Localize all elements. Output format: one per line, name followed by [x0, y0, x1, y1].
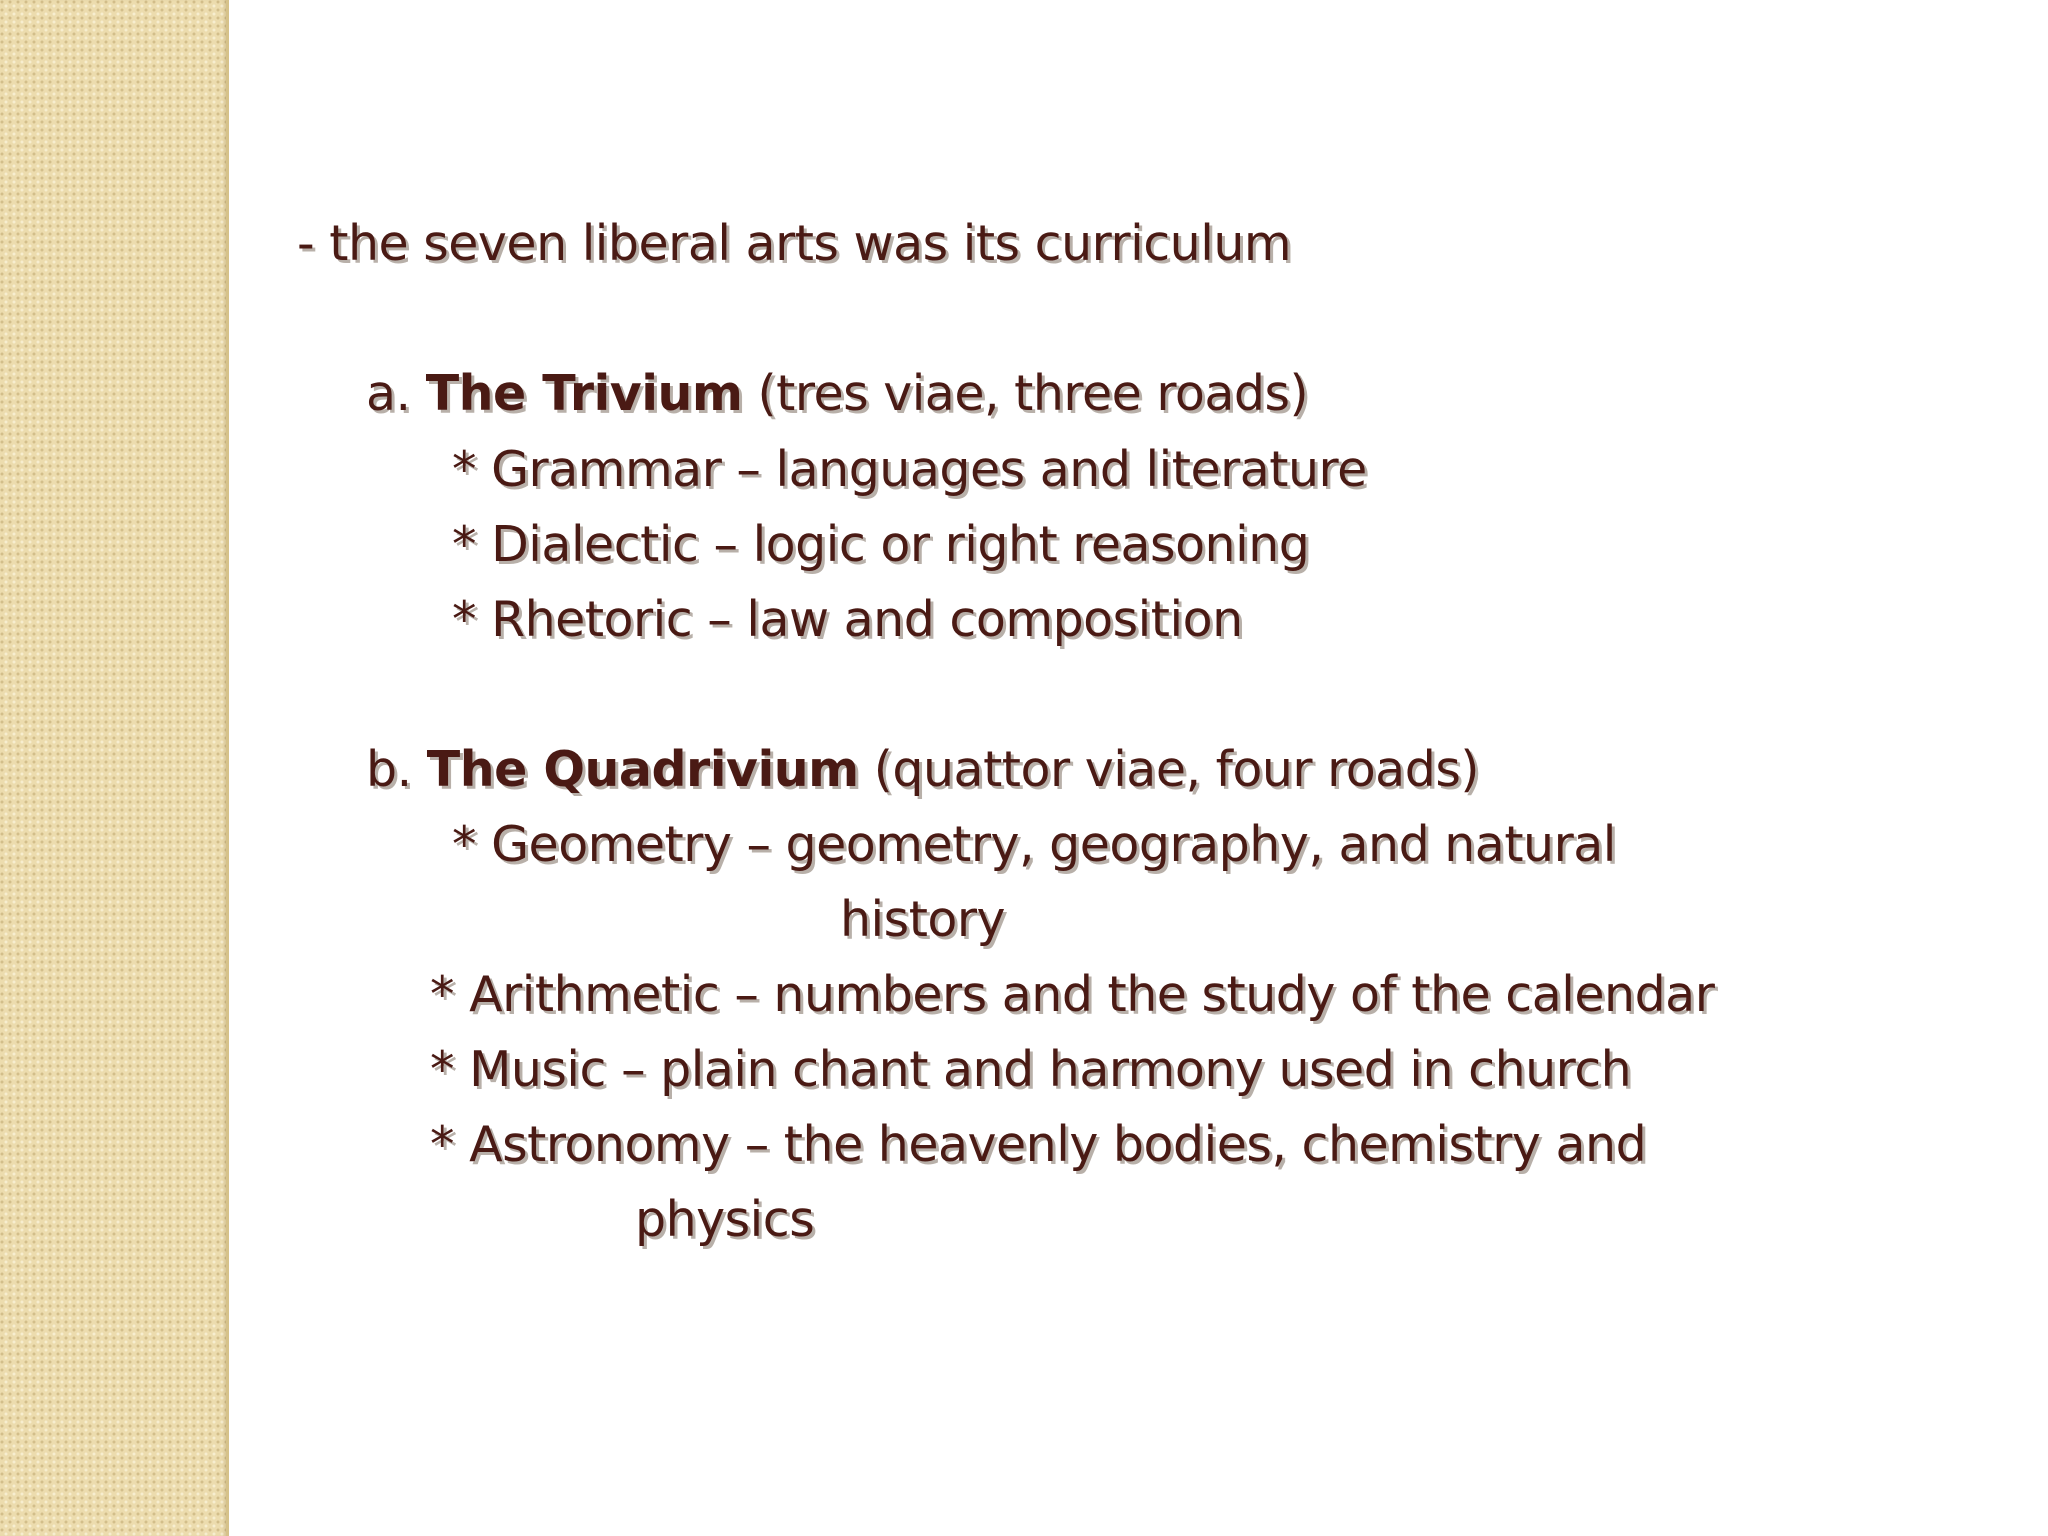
quadrivium-item-geometry: * Geometry – geometry, geography, and natural [452, 816, 1616, 873]
quadrivium-item-astronomy: * Astronomy – the heavenly bodies, chemistry and [430, 1116, 1647, 1173]
quadrivium-subtitle: (quattor viae, four roads) [873, 741, 1479, 798]
trivium-item-dialectic: * Dialectic – logic or right reasoning [452, 516, 1310, 573]
trivium-item-rhetoric: * Rhetoric – law and composition [452, 591, 1243, 648]
intro-line: - the seven liberal arts was its curriculum [297, 215, 1292, 272]
trivium-prefix: a. [366, 365, 411, 422]
trivium-item-grammar: * Grammar – languages and literature [452, 441, 1367, 498]
quadrivium-item-arithmetic: * Arithmetic – numbers and the study of the calendar [430, 966, 1715, 1023]
quadrivium-item-music: * Music – plain chant and harmony used in church [430, 1041, 1632, 1098]
quadrivium-item-astronomy-continuation: physics [635, 1191, 815, 1248]
trivium-subtitle: (tres viae, three roads) [757, 365, 1309, 422]
quadrivium-prefix: b. [366, 741, 412, 798]
trivium-title: The Trivium [425, 365, 743, 422]
trivium-heading [366, 364, 1308, 424]
quadrivium-heading [366, 740, 1479, 800]
quadrivium-title: The Quadrivium [426, 741, 859, 798]
quadrivium-item-geometry-continuation: history [840, 891, 1006, 948]
